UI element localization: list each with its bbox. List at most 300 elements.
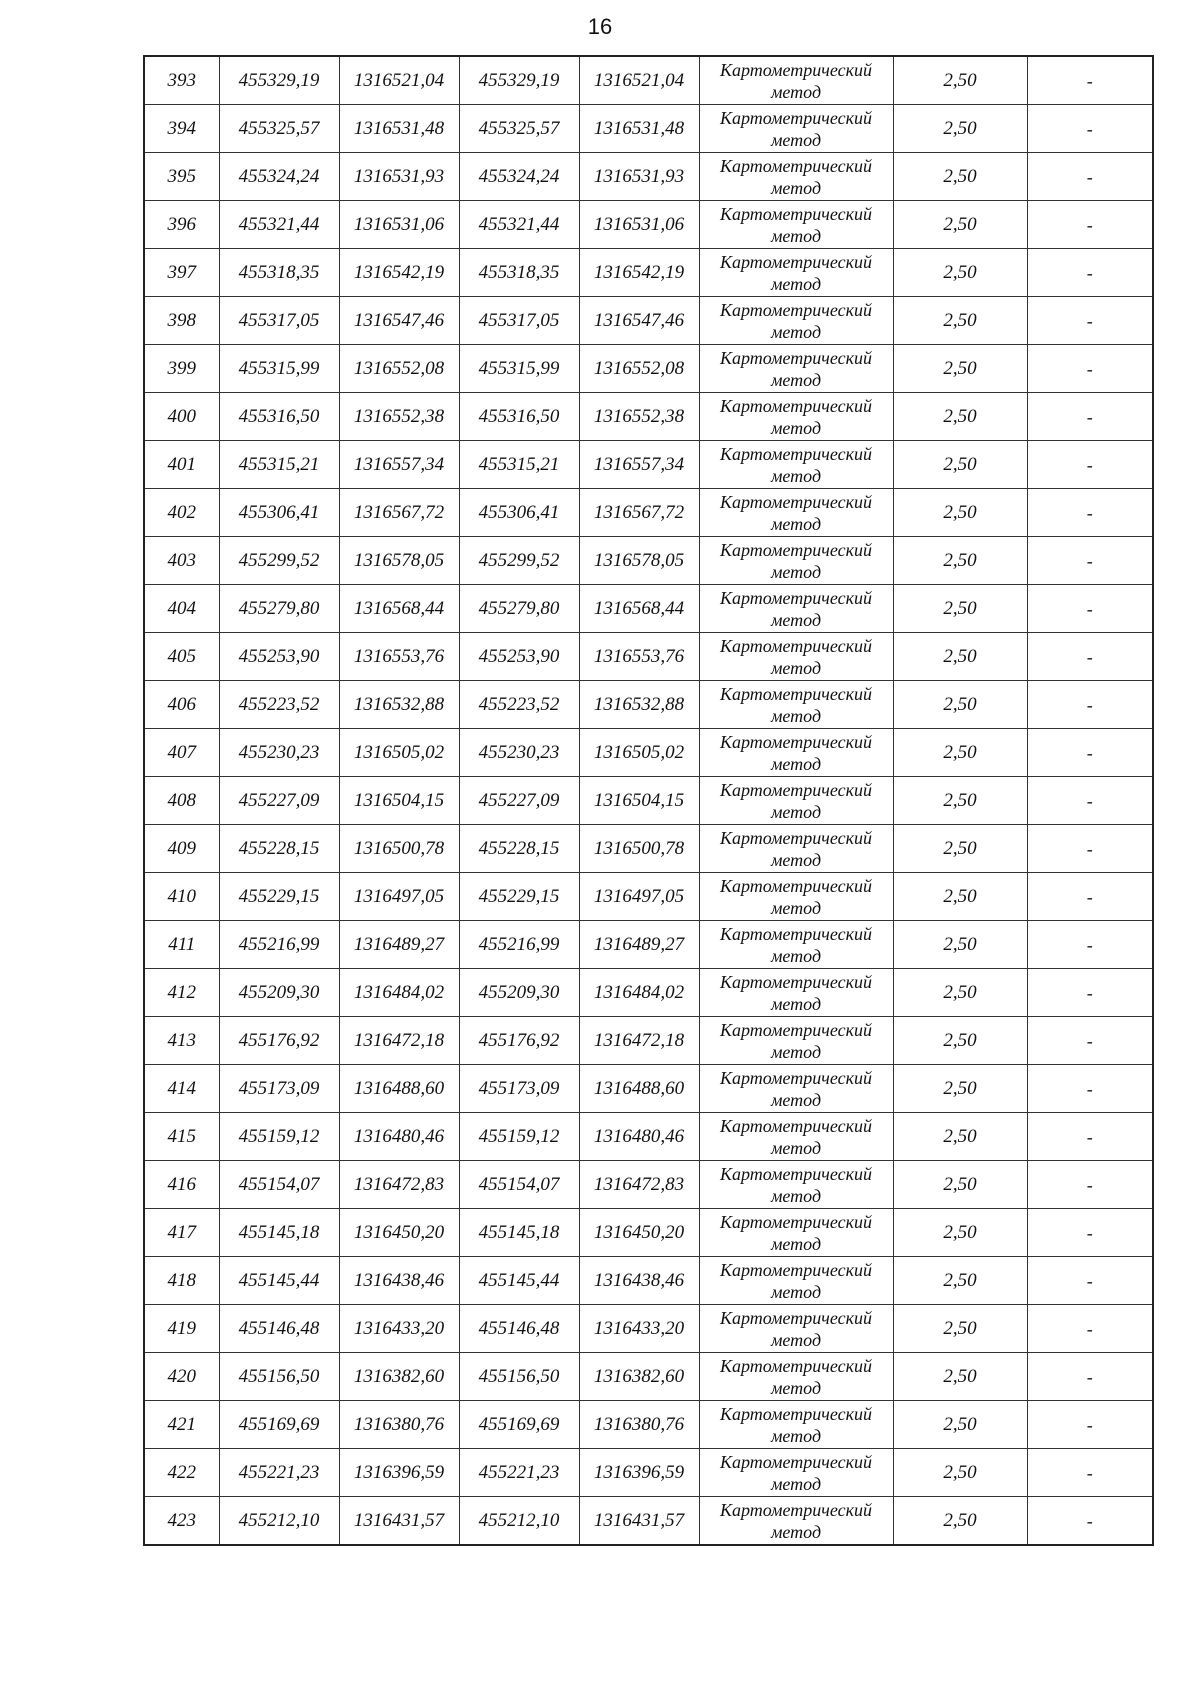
x-refined-cell: 455279,80 [459, 585, 579, 633]
x-existing-cell: 455318,35 [219, 249, 339, 297]
method-line-2: метод [770, 993, 822, 1014]
table-row [144, 56, 1153, 105]
accuracy-cell: 2,50 [893, 1209, 1027, 1257]
x-existing-cell: 455321,44 [219, 201, 339, 249]
y-existing-cell: 1316488,60 [339, 1065, 459, 1113]
x-refined-cell: 455317,05 [459, 297, 579, 345]
note-cell: - [1027, 777, 1153, 825]
method-cell [699, 681, 893, 729]
method-line-2: метод [770, 801, 822, 822]
y-refined-cell: 1316472,18 [579, 1017, 699, 1065]
x-refined-cell: 455329,19 [459, 56, 579, 105]
y-existing-cell: 1316568,44 [339, 585, 459, 633]
table-row [144, 1113, 1153, 1161]
method-line-1: Картометрический [719, 1019, 872, 1040]
y-refined-cell: 1316542,19 [579, 249, 699, 297]
method-line-1: Картометрический [719, 107, 872, 128]
point-number-cell: 396 [144, 201, 219, 249]
table-row [144, 201, 1153, 249]
y-existing-cell: 1316500,78 [339, 825, 459, 873]
x-existing-cell: 455306,41 [219, 489, 339, 537]
method-line-2: метод [770, 705, 822, 726]
method-cell [699, 825, 893, 873]
table-row [144, 1017, 1153, 1065]
method-cell [699, 393, 893, 441]
x-existing-cell: 455227,09 [219, 777, 339, 825]
x-refined-cell: 455324,24 [459, 153, 579, 201]
y-existing-cell: 1316552,38 [339, 393, 459, 441]
point-number-cell: 393 [144, 56, 219, 105]
method-line-2: метод [770, 609, 822, 630]
y-existing-cell: 1316382,60 [339, 1353, 459, 1401]
note-cell: - [1027, 1449, 1153, 1497]
point-number-cell: 422 [144, 1449, 219, 1497]
table-row [144, 585, 1153, 633]
method-line-1: Картометрический [719, 347, 872, 368]
table-row [144, 393, 1153, 441]
x-existing-cell: 455156,50 [219, 1353, 339, 1401]
x-existing-cell: 455253,90 [219, 633, 339, 681]
method-line-2: метод [770, 1521, 822, 1542]
method-line-1: Картометрический [719, 491, 872, 512]
point-number-cell: 413 [144, 1017, 219, 1065]
method-cell [699, 1209, 893, 1257]
x-refined-cell: 455221,23 [459, 1449, 579, 1497]
note-cell: - [1027, 1497, 1153, 1546]
x-existing-cell: 455329,19 [219, 56, 339, 105]
method-line-1: Картометрический [719, 875, 872, 896]
method-line-1: Картометрический [719, 539, 872, 560]
accuracy-cell: 2,50 [893, 105, 1027, 153]
table-row [144, 1401, 1153, 1449]
point-number-cell: 409 [144, 825, 219, 873]
x-refined-cell: 455173,09 [459, 1065, 579, 1113]
y-refined-cell: 1316578,05 [579, 537, 699, 585]
x-existing-cell: 455209,30 [219, 969, 339, 1017]
y-existing-cell: 1316484,02 [339, 969, 459, 1017]
y-existing-cell: 1316531,48 [339, 105, 459, 153]
accuracy-cell: 2,50 [893, 1401, 1027, 1449]
accuracy-cell: 2,50 [893, 1353, 1027, 1401]
table-row [144, 633, 1153, 681]
y-existing-cell: 1316489,27 [339, 921, 459, 969]
y-refined-cell: 1316505,02 [579, 729, 699, 777]
table-row [144, 1065, 1153, 1113]
method-cell [699, 729, 893, 777]
y-refined-cell: 1316552,08 [579, 345, 699, 393]
point-number-cell: 394 [144, 105, 219, 153]
y-refined-cell: 1316521,04 [579, 56, 699, 105]
x-existing-cell: 455229,15 [219, 873, 339, 921]
method-cell [699, 1017, 893, 1065]
method-line-2: метод [770, 369, 822, 390]
accuracy-cell: 2,50 [893, 393, 1027, 441]
method-line-1: Картометрический [719, 395, 872, 416]
table-row [144, 345, 1153, 393]
note-cell: - [1027, 1017, 1153, 1065]
method-line-2: метод [770, 321, 822, 342]
y-existing-cell: 1316542,19 [339, 249, 459, 297]
method-line-1: Картометрический [719, 1451, 872, 1472]
x-existing-cell: 455145,44 [219, 1257, 339, 1305]
y-refined-cell: 1316382,60 [579, 1353, 699, 1401]
accuracy-cell: 2,50 [893, 633, 1027, 681]
table-row [144, 441, 1153, 489]
method-cell [699, 537, 893, 585]
y-existing-cell: 1316438,46 [339, 1257, 459, 1305]
point-number-cell: 402 [144, 489, 219, 537]
note-cell: - [1027, 873, 1153, 921]
y-existing-cell: 1316450,20 [339, 1209, 459, 1257]
y-existing-cell: 1316521,04 [339, 56, 459, 105]
method-line-2: метод [770, 1233, 822, 1254]
method-line-2: метод [770, 177, 822, 198]
accuracy-cell: 2,50 [893, 873, 1027, 921]
point-number-cell: 399 [144, 345, 219, 393]
x-refined-cell: 455145,18 [459, 1209, 579, 1257]
method-line-2: метод [770, 465, 822, 486]
method-cell [699, 249, 893, 297]
accuracy-cell: 2,50 [893, 1017, 1027, 1065]
method-cell [699, 105, 893, 153]
x-existing-cell: 455212,10 [219, 1497, 339, 1546]
accuracy-cell: 2,50 [893, 1257, 1027, 1305]
method-line-1: Картометрический [719, 923, 872, 944]
accuracy-cell: 2,50 [893, 729, 1027, 777]
note-cell: - [1027, 153, 1153, 201]
table-row [144, 249, 1153, 297]
point-number-cell: 414 [144, 1065, 219, 1113]
accuracy-cell: 2,50 [893, 441, 1027, 489]
note-cell: - [1027, 297, 1153, 345]
point-number-cell: 421 [144, 1401, 219, 1449]
x-refined-cell: 455229,15 [459, 873, 579, 921]
y-refined-cell: 1316500,78 [579, 825, 699, 873]
accuracy-cell: 2,50 [893, 1305, 1027, 1353]
x-existing-cell: 455230,23 [219, 729, 339, 777]
method-cell [699, 1257, 893, 1305]
accuracy-cell: 2,50 [893, 1449, 1027, 1497]
note-cell: - [1027, 393, 1153, 441]
note-cell: - [1027, 105, 1153, 153]
method-cell [699, 1305, 893, 1353]
y-existing-cell: 1316433,20 [339, 1305, 459, 1353]
x-refined-cell: 455318,35 [459, 249, 579, 297]
method-line-1: Картометрический [719, 155, 872, 176]
y-existing-cell: 1316497,05 [339, 873, 459, 921]
method-line-1: Картометрический [719, 1307, 872, 1328]
table-body [144, 56, 1153, 1545]
method-line-1: Картометрический [719, 443, 872, 464]
table-row [144, 969, 1153, 1017]
method-line-2: метод [770, 129, 822, 150]
x-refined-cell: 455223,52 [459, 681, 579, 729]
method-cell [699, 1065, 893, 1113]
table-row [144, 1209, 1153, 1257]
method-cell [699, 297, 893, 345]
method-line-1: Картометрический [719, 1115, 872, 1136]
accuracy-cell: 2,50 [893, 153, 1027, 201]
method-line-1: Картометрический [719, 1355, 872, 1376]
table-row [144, 1353, 1153, 1401]
method-cell [699, 777, 893, 825]
method-line-1: Картометрический [719, 1163, 872, 1184]
x-refined-cell: 455316,50 [459, 393, 579, 441]
note-cell: - [1027, 1113, 1153, 1161]
y-existing-cell: 1316504,15 [339, 777, 459, 825]
table-row [144, 873, 1153, 921]
y-refined-cell: 1316532,88 [579, 681, 699, 729]
x-refined-cell: 455216,99 [459, 921, 579, 969]
method-line-2: метод [770, 1473, 822, 1494]
method-cell [699, 633, 893, 681]
note-cell: - [1027, 201, 1153, 249]
y-refined-cell: 1316380,76 [579, 1401, 699, 1449]
table-row [144, 1161, 1153, 1209]
point-number-cell: 412 [144, 969, 219, 1017]
x-refined-cell: 455325,57 [459, 105, 579, 153]
point-number-cell: 407 [144, 729, 219, 777]
point-number-cell: 416 [144, 1161, 219, 1209]
method-line-1: Картометрический [719, 587, 872, 608]
y-existing-cell: 1316547,46 [339, 297, 459, 345]
point-number-cell: 417 [144, 1209, 219, 1257]
x-refined-cell: 455299,52 [459, 537, 579, 585]
coordinates-table [143, 55, 1154, 1546]
note-cell: - [1027, 1161, 1153, 1209]
y-existing-cell: 1316472,83 [339, 1161, 459, 1209]
note-cell: - [1027, 921, 1153, 969]
accuracy-cell: 2,50 [893, 297, 1027, 345]
accuracy-cell: 2,50 [893, 825, 1027, 873]
table-row [144, 1305, 1153, 1353]
x-refined-cell: 455169,69 [459, 1401, 579, 1449]
x-refined-cell: 455321,44 [459, 201, 579, 249]
method-line-2: метод [770, 513, 822, 534]
point-number-cell: 410 [144, 873, 219, 921]
method-line-2: метод [770, 81, 822, 102]
x-refined-cell: 455145,44 [459, 1257, 579, 1305]
point-number-cell: 423 [144, 1497, 219, 1546]
table-row [144, 1497, 1153, 1546]
y-refined-cell: 1316557,34 [579, 441, 699, 489]
method-line-2: метод [770, 657, 822, 678]
note-cell: - [1027, 825, 1153, 873]
method-line-2: метод [770, 225, 822, 246]
x-existing-cell: 455324,24 [219, 153, 339, 201]
note-cell: - [1027, 1209, 1153, 1257]
note-cell: - [1027, 969, 1153, 1017]
note-cell: - [1027, 681, 1153, 729]
accuracy-cell: 2,50 [893, 921, 1027, 969]
method-line-1: Картометрический [719, 827, 872, 848]
y-existing-cell: 1316431,57 [339, 1497, 459, 1546]
accuracy-cell: 2,50 [893, 1497, 1027, 1546]
accuracy-cell: 2,50 [893, 56, 1027, 105]
y-existing-cell: 1316557,34 [339, 441, 459, 489]
x-existing-cell: 455145,18 [219, 1209, 339, 1257]
x-existing-cell: 455315,21 [219, 441, 339, 489]
x-existing-cell: 455221,23 [219, 1449, 339, 1497]
method-line-1: Картометрический [719, 299, 872, 320]
table-row [144, 921, 1153, 969]
table-row [144, 1257, 1153, 1305]
x-existing-cell: 455279,80 [219, 585, 339, 633]
accuracy-cell: 2,50 [893, 345, 1027, 393]
accuracy-cell: 2,50 [893, 201, 1027, 249]
accuracy-cell: 2,50 [893, 681, 1027, 729]
method-cell [699, 201, 893, 249]
y-refined-cell: 1316480,46 [579, 1113, 699, 1161]
method-line-2: метод [770, 753, 822, 774]
method-cell [699, 1113, 893, 1161]
method-cell [699, 153, 893, 201]
page-number: 16 [587, 14, 613, 39]
method-line-2: метод [770, 1425, 822, 1446]
y-refined-cell: 1316531,93 [579, 153, 699, 201]
method-cell [699, 56, 893, 105]
accuracy-cell: 2,50 [893, 249, 1027, 297]
note-cell: - [1027, 585, 1153, 633]
x-refined-cell: 455253,90 [459, 633, 579, 681]
y-refined-cell: 1316396,59 [579, 1449, 699, 1497]
note-cell: - [1027, 249, 1153, 297]
table-row [144, 777, 1153, 825]
table-row [144, 1449, 1153, 1497]
x-refined-cell: 455176,92 [459, 1017, 579, 1065]
accuracy-cell: 2,50 [893, 777, 1027, 825]
y-refined-cell: 1316488,60 [579, 1065, 699, 1113]
point-number-cell: 403 [144, 537, 219, 585]
method-cell [699, 1449, 893, 1497]
x-existing-cell: 455154,07 [219, 1161, 339, 1209]
table-row [144, 489, 1153, 537]
method-line-2: метод [770, 1041, 822, 1062]
point-number-cell: 400 [144, 393, 219, 441]
y-refined-cell: 1316531,06 [579, 201, 699, 249]
note-cell: - [1027, 1065, 1153, 1113]
y-refined-cell: 1316450,20 [579, 1209, 699, 1257]
y-refined-cell: 1316433,20 [579, 1305, 699, 1353]
method-line-2: метод [770, 273, 822, 294]
method-line-1: Картометрический [719, 1259, 872, 1280]
method-line-2: метод [770, 945, 822, 966]
y-refined-cell: 1316531,48 [579, 105, 699, 153]
x-refined-cell: 455315,21 [459, 441, 579, 489]
note-cell: - [1027, 1401, 1153, 1449]
method-line-1: Картометрический [719, 731, 872, 752]
table-row [144, 537, 1153, 585]
table-row [144, 153, 1153, 201]
y-refined-cell: 1316431,57 [579, 1497, 699, 1546]
method-line-2: метод [770, 849, 822, 870]
point-number-cell: 397 [144, 249, 219, 297]
method-line-2: метод [770, 1281, 822, 1302]
point-number-cell: 395 [144, 153, 219, 201]
x-refined-cell: 455154,07 [459, 1161, 579, 1209]
method-line-1: Картометрический [719, 59, 872, 80]
method-line-1: Картометрический [719, 251, 872, 272]
note-cell: - [1027, 345, 1153, 393]
y-existing-cell: 1316553,76 [339, 633, 459, 681]
accuracy-cell: 2,50 [893, 585, 1027, 633]
accuracy-cell: 2,50 [893, 1113, 1027, 1161]
y-existing-cell: 1316531,93 [339, 153, 459, 201]
note-cell: - [1027, 1257, 1153, 1305]
method-line-1: Картометрический [719, 1211, 872, 1232]
x-existing-cell: 455325,57 [219, 105, 339, 153]
note-cell: - [1027, 1353, 1153, 1401]
note-cell: - [1027, 441, 1153, 489]
method-cell [699, 489, 893, 537]
x-refined-cell: 455228,15 [459, 825, 579, 873]
method-line-1: Картометрический [719, 1067, 872, 1088]
x-existing-cell: 455228,15 [219, 825, 339, 873]
y-refined-cell: 1316504,15 [579, 777, 699, 825]
x-existing-cell: 455173,09 [219, 1065, 339, 1113]
y-existing-cell: 1316472,18 [339, 1017, 459, 1065]
y-existing-cell: 1316531,06 [339, 201, 459, 249]
y-existing-cell: 1316552,08 [339, 345, 459, 393]
y-refined-cell: 1316438,46 [579, 1257, 699, 1305]
note-cell: - [1027, 1305, 1153, 1353]
method-cell [699, 921, 893, 969]
method-cell [699, 1161, 893, 1209]
method-line-2: метод [770, 1329, 822, 1350]
x-existing-cell: 455316,50 [219, 393, 339, 441]
note-cell: - [1027, 489, 1153, 537]
method-line-2: метод [770, 1137, 822, 1158]
y-refined-cell: 1316567,72 [579, 489, 699, 537]
point-number-cell: 406 [144, 681, 219, 729]
y-refined-cell: 1316552,38 [579, 393, 699, 441]
x-existing-cell: 455223,52 [219, 681, 339, 729]
x-existing-cell: 455159,12 [219, 1113, 339, 1161]
method-line-1: Картометрический [719, 1499, 872, 1520]
x-existing-cell: 455169,69 [219, 1401, 339, 1449]
method-line-1: Картометрический [719, 683, 872, 704]
point-number-cell: 398 [144, 297, 219, 345]
note-cell: - [1027, 537, 1153, 585]
accuracy-cell: 2,50 [893, 489, 1027, 537]
accuracy-cell: 2,50 [893, 1161, 1027, 1209]
accuracy-cell: 2,50 [893, 537, 1027, 585]
point-number-cell: 411 [144, 921, 219, 969]
method-line-2: метод [770, 897, 822, 918]
x-existing-cell: 455176,92 [219, 1017, 339, 1065]
point-number-cell: 415 [144, 1113, 219, 1161]
y-existing-cell: 1316578,05 [339, 537, 459, 585]
x-existing-cell: 455216,99 [219, 921, 339, 969]
y-existing-cell: 1316532,88 [339, 681, 459, 729]
y-refined-cell: 1316472,83 [579, 1161, 699, 1209]
table-row [144, 681, 1153, 729]
point-number-cell: 404 [144, 585, 219, 633]
x-refined-cell: 455306,41 [459, 489, 579, 537]
y-refined-cell: 1316568,44 [579, 585, 699, 633]
point-number-cell: 418 [144, 1257, 219, 1305]
point-number-cell: 419 [144, 1305, 219, 1353]
method-line-2: метод [770, 1089, 822, 1110]
x-refined-cell: 455209,30 [459, 969, 579, 1017]
note-cell: - [1027, 56, 1153, 105]
y-existing-cell: 1316380,76 [339, 1401, 459, 1449]
point-number-cell: 401 [144, 441, 219, 489]
y-refined-cell: 1316484,02 [579, 969, 699, 1017]
method-line-1: Картометрический [719, 635, 872, 656]
y-existing-cell: 1316396,59 [339, 1449, 459, 1497]
method-line-1: Картометрический [719, 203, 872, 224]
